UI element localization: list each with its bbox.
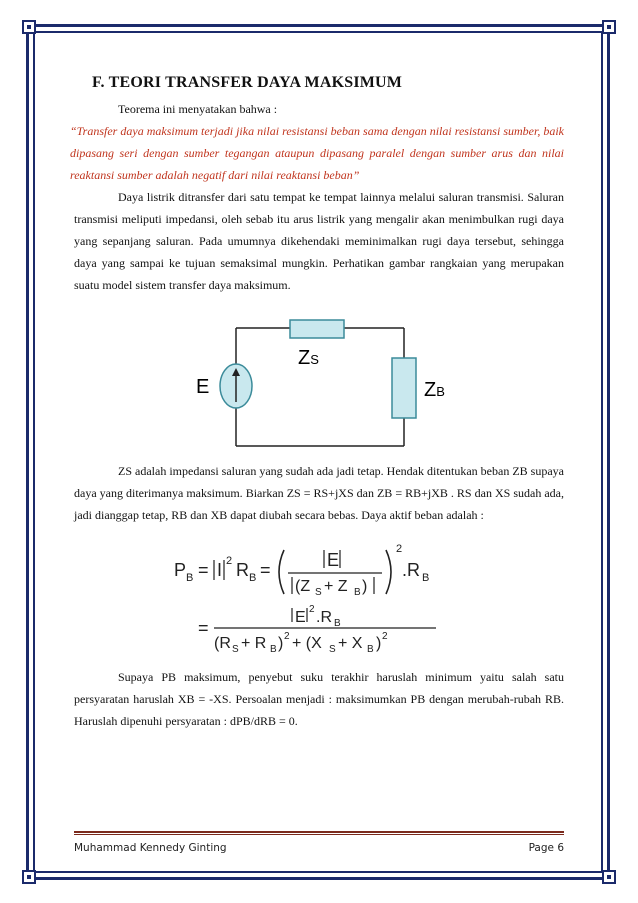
svg-text:B: B [354, 587, 361, 598]
svg-text:2: 2 [226, 555, 233, 567]
svg-text:+ R: + R [241, 635, 267, 652]
svg-text:2: 2 [382, 631, 388, 642]
power-formula [74, 536, 564, 656]
svg-text:=: = [198, 560, 209, 580]
svg-text:B: B [270, 644, 277, 654]
svg-text:B: B [367, 644, 374, 654]
svg-text:): ) [376, 635, 382, 652]
source-label: E [196, 376, 210, 398]
circuit-diagram [74, 310, 564, 460]
page-footer [74, 842, 564, 854]
svg-text:.R: .R [316, 609, 332, 626]
svg-text:I: I [217, 560, 223, 580]
svg-text:ZB [424, 379, 445, 401]
svg-text:S: S [315, 587, 322, 598]
intro-text: Teorema ini menyatakan bahwa : [118, 102, 278, 116]
footer-divider-thin [74, 834, 564, 835]
zs-label-sub: S [310, 352, 319, 367]
footer-author: Muhammad Kennedy Ginting [74, 842, 227, 854]
svg-text:B: B [249, 572, 257, 584]
svg-text:E: E [295, 609, 306, 626]
section-heading: F. TEORI TRANSFER DAYA MAKSIMUM [92, 74, 403, 91]
paragraph-impedance: ZS adalah impedansi saluran yang sudah ada jadi tetap. Hendak ditentukan beban ZB supaya daya yang diterimanya maksimum. Biarkan ZS = RS+jXS dan ZB = RB+jXB . RS dan XS sudah ada, jadi dianggap tetap, RB dan XB dapat diubah secara bebas. Daya aktif beban adalah : [74, 464, 564, 522]
svg-text:P: P [174, 560, 187, 580]
svg-text:2: 2 [284, 631, 290, 642]
paragraph-conclusion: Supaya PB maksimum, penyebut suku terakhir haruslah minimum yaitu salah satu persyaratan haruslah XB = -XS. Persoalan menjadi : maksimumkan PB dengan merubah-rubah RB. Haruslah dipenuhi persyaratan : dPB/dRB = 0. [74, 670, 564, 728]
svg-text:E: E [327, 550, 340, 570]
svg-text:R: R [236, 560, 249, 580]
footer-divider [74, 831, 564, 833]
svg-text:=: = [198, 618, 209, 638]
svg-text:+ Z: + Z [324, 578, 348, 595]
svg-text:=: = [260, 560, 271, 580]
svg-text:B: B [422, 572, 430, 584]
page-content [70, 74, 564, 732]
svg-text:S: S [329, 644, 336, 654]
corner-ornament-top-right [602, 20, 616, 34]
zs-impedance-box [290, 320, 344, 338]
svg-text:+ (X: + (X [292, 635, 322, 652]
svg-text:S: S [232, 644, 239, 654]
svg-text:(Z: (Z [295, 578, 311, 595]
svg-text:B: B [334, 618, 341, 629]
corner-ornament-top-left [22, 20, 36, 34]
corner-ornament-bottom-right [602, 870, 616, 884]
svg-text:2: 2 [396, 543, 403, 555]
svg-text:+ X: + X [338, 635, 363, 652]
svg-text:ZS [298, 347, 319, 369]
zb-label-sub: B [436, 384, 445, 399]
paragraph-transmission: Daya listrik ditransfer dari satu tempat ke tempat lainnya melalui saluran transmisi. Saluran transmisi meliputi impedansi, oleh sebab itu arus listrik yang mengalir akan menimbulkan rugi daya yang sepanjang saluran. Pada umumnya dikehendaki meminimalkan rugi daya tersebut, sehingga daya yang sampai ke tujuan semaksimal mungkin. Perhatikan gambar rangkaian yang merupakan suatu model sistem transfer daya maksimum. [74, 190, 564, 292]
zb-label-main: Z [424, 379, 437, 401]
svg-text:B: B [186, 572, 194, 584]
zs-label-main: Z [298, 347, 311, 369]
zb-impedance-box [392, 358, 416, 418]
svg-text:(R: (R [214, 635, 231, 652]
svg-text:2: 2 [309, 604, 315, 615]
svg-text:.R: .R [402, 560, 420, 580]
svg-text:): ) [362, 578, 368, 595]
theorem-quote: “Transfer daya maksimum terjadi jika nilai resistansi beban sama dengan nilai resistansi sumber, baik dipasang seri dengan sumber tegangan ataupun dipasang paralel dengan sumber arus dan nilai reaktansi sumber adalah negatif dari nilai reaktansi beban” [70, 124, 564, 182]
footer-page-number: Page 6 [528, 842, 564, 854]
corner-ornament-bottom-left [22, 870, 36, 884]
svg-text:): ) [278, 635, 284, 652]
